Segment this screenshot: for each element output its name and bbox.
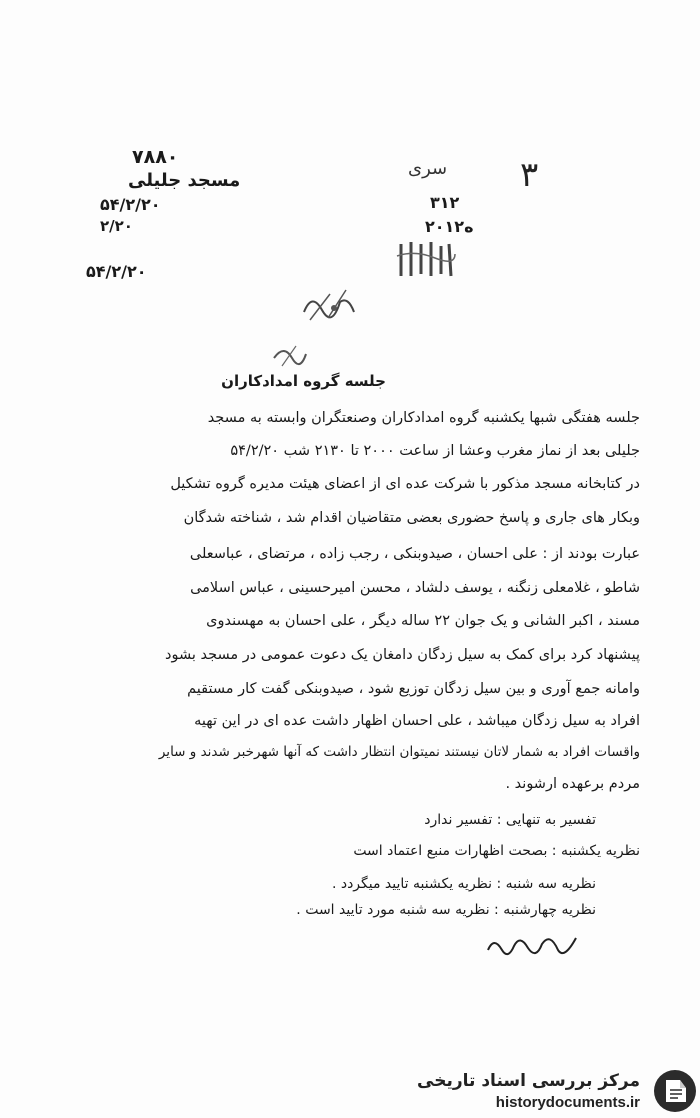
body-line: واقسات افراد به شمار لاتان نیستند نمیتوان انتظار داشت که آنها شهرخبر شدند و سایر: [158, 744, 640, 760]
body-line: وبکار های جاری و پاسخ حضوری بعضی متقاضیان اقدام شد ، شناخته شدگان: [183, 510, 640, 526]
body-line: عبارت بودند از : علی احسان ، صیدوبنکی ، رجب زاده ، مرتضای ، عباسعلی: [189, 546, 640, 562]
archive-url[interactable]: historydocuments.ir: [495, 1094, 640, 1111]
stamp-mark: [395, 236, 457, 280]
archive-name: مرکز بررسی اسناد تاریخی: [417, 1071, 640, 1091]
report-title: جلسه گروه امدادکاران: [221, 372, 386, 390]
body-line: مسند ، اکبر الشانی و یک جوان ۲۲ ساله دیگر ، علی احسان به مهسندوی: [206, 613, 640, 629]
reference-number: ۲۰ه۱۲: [425, 217, 474, 236]
body-line: وامانه جمع آوری و بین سیل زدگان توزیع شود ، صیدوبنکی گفت کار مستقیم: [187, 681, 640, 697]
body-line: افراد به سیل زدگان میباشد ، علی احسان اظهار داشت عده ای در این تهیه: [194, 713, 640, 729]
archive-watermark: [410, 1068, 700, 1118]
body-line: مردم برعهده ارشوند .: [505, 776, 640, 792]
body-line: پیشنهاد کرد برای کمک به سیل زدگان دامغان یک دعوت عمومی در مسجد بشود: [165, 647, 640, 663]
document-date: ۵۴/۲/۲۰: [100, 195, 161, 214]
mosque-name: مسجد جلیلی: [128, 170, 241, 191]
page-number: ۲/۲۰: [100, 217, 133, 235]
handwritten-mark: ۳: [520, 155, 539, 195]
body-line: شاطو ، غلامعلی زنگنه ، یوسف دلشاد ، محسن امیرحسینی ، عباس اسلامی: [190, 580, 640, 596]
interpretation-line: تفسیر به تنهایی : تفسیر ندارد: [424, 812, 596, 828]
reference-code: ۳۱۲: [430, 193, 460, 212]
classification-label: سری: [408, 158, 448, 179]
signature: [484, 928, 584, 964]
sunday-opinion-line: نظریه یکشنبه : بصحت اظهارات منبع اعتماد است: [353, 843, 640, 859]
body-line: در کتابخانه مسجد مذکور با شرکت عده ای از اعضای هیئت مدیره گروه تشکیل: [170, 476, 640, 492]
document-number: ۷۸۸۰: [132, 146, 179, 168]
body-line: جلسه هفتگی شبها یکشنبه گروه امدادکاران وصنعتگران وابسته به مسجد: [207, 410, 640, 426]
wednesday-opinion-line: نظریه چهارشنبه : نظریه سه شنبه مورد تایید است .: [296, 902, 596, 918]
body-line: جلیلی بعد از نماز مغرب وعشا از ساعت ۲۰۰۰ تا ۲۱۳۰ شب ۵۴/۲/۲۰: [230, 443, 640, 459]
received-date: ۵۴/۲/۲۰: [86, 262, 147, 281]
tuesday-opinion-line: نظریه سه شنبه : نظریه یکشنبه تایید میگردد .: [331, 876, 596, 892]
handwritten-scribble-small: [270, 340, 310, 370]
archive-logo-icon: [652, 1068, 698, 1114]
handwritten-scribble: [300, 282, 360, 328]
